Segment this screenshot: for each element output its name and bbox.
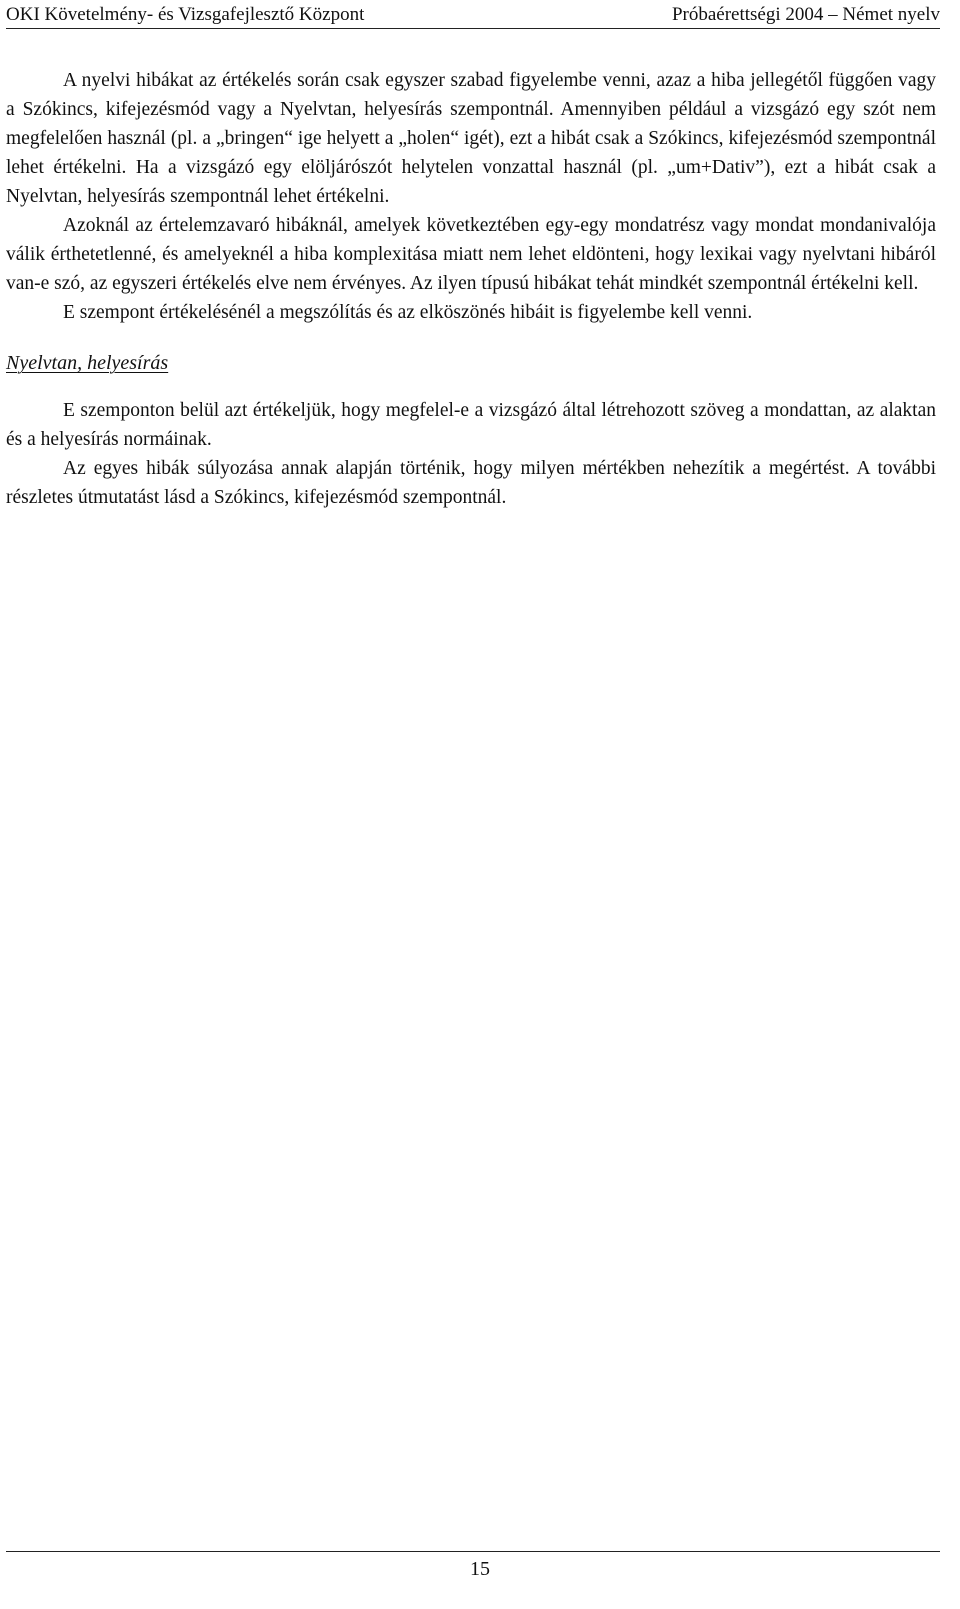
paragraph-greeting-errors: E szempont értékelésénél a megszólítás és az elköszönés hibáit is figyelembe kell venni. bbox=[63, 302, 753, 323]
section-heading: Nyelvtan, helyesírás bbox=[6, 352, 169, 374]
page-number: 15 bbox=[470, 1558, 490, 1580]
footer-divider bbox=[6, 1551, 940, 1552]
document-body bbox=[6, 66, 936, 512]
paragraph-ambiguous-errors: Azoknál az értelemzavaró hibáknál, amelyek következtében egy-egy mondatrész vagy mondat mondanivalója válik érthetetlenné, és amelyeknél a hiba komplexitása miatt nem lehet eldönteni, hogy lexikai vagy nyelvtani hibáról van-e szó, az egyszeri értékelés elve nem érvényes. Az ilyen típusú hibákat tehát mindkét szempontnál értékelni kell. bbox=[6, 215, 936, 294]
page-header bbox=[6, 0, 940, 29]
paragraph-error-counting: A nyelvi hibákat az értékelés során csak egyszer szabad figyelembe venni, azaz a hiba jellegétől függően vagy a Szókincs, kifejezésmód vagy a Nyelvtan, helyesírás szempontnál. Amennyiben például a vizsgázó egy szót nem megfelelően használ (pl. a „bringen“ ige helyett a „holen“ igét), ezt a hibát csak a Szókincs, kifejezésmód szempontnál lehet értékelni. Ha a vizsgázó egy elöljárószót helytelen vonzattal használ (pl. „um+Dativ”), ezt a hibát csak a Nyelvtan, helyesírás szempontnál lehet értékelni. bbox=[6, 70, 936, 207]
header-institution: OKI Követelmény- és Vizsgafejlesztő Központ bbox=[6, 4, 365, 25]
section-paragraph-weighting: Az egyes hibák súlyozása annak alapján történik, hogy milyen mértékben nehezítik a megértést. A további részletes útmutatást lásd a Szókincs, kifejezésmód szempontnál. bbox=[6, 458, 936, 508]
section-paragraph-norms: E szemponton belül azt értékeljük, hogy megfelel-e a vizsgázó által létrehozott szöveg a mondattan, az alaktan és a helyesírás normáinak. bbox=[6, 400, 936, 450]
header-exam-title: Próbaérettségi 2004 – Német nyelv bbox=[671, 4, 940, 25]
